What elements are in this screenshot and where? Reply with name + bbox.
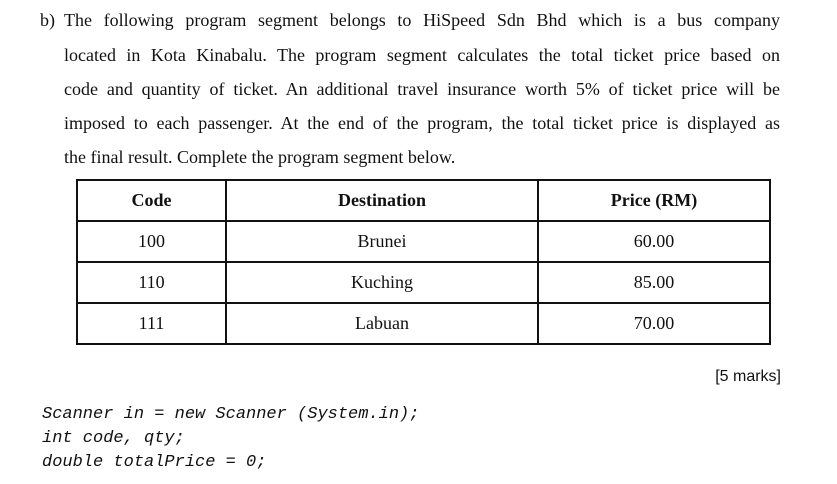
table-row — [77, 303, 770, 344]
cell-code: 110 — [77, 262, 226, 303]
cell-price: 70.00 — [538, 303, 770, 344]
question-label: b) — [40, 10, 55, 30]
ticket-price-table — [76, 179, 771, 345]
header-destination: Destination — [226, 180, 538, 221]
table-row — [77, 262, 770, 303]
question-text-line-3: code and quantity of ticket. An additional travel insurance worth 5% of ticket price will be — [64, 79, 780, 99]
cell-code: 100 — [77, 221, 226, 262]
code-line-3: double totalPrice = 0; — [42, 453, 267, 472]
question-text-line-1: The following program segment belongs to HiSpeed Sdn Bhd which is a bus company — [64, 10, 780, 30]
table-row — [77, 221, 770, 262]
table-header-row — [77, 180, 770, 221]
question-text-line-2: located in Kota Kinabalu. The program segment calculates the total ticket price based on — [64, 45, 780, 65]
cell-code: 111 — [77, 303, 226, 344]
cell-destination: Kuching — [226, 262, 538, 303]
question-text-line-4: imposed to each passenger. At the end of the program, the total ticket price is displayed as — [64, 113, 780, 133]
question-text-line-5: the final result. Complete the program segment below. — [64, 147, 456, 167]
cell-destination: Brunei — [226, 221, 538, 262]
cell-price: 85.00 — [538, 262, 770, 303]
code-line-1: Scanner in = new Scanner (System.in); — [42, 405, 420, 424]
header-code: Code — [77, 180, 226, 221]
code-line-2: int code, qty; — [42, 429, 185, 448]
marks-label: [5 marks] — [715, 368, 781, 385]
cell-destination: Labuan — [226, 303, 538, 344]
header-price: Price (RM) — [538, 180, 770, 221]
cell-price: 60.00 — [538, 221, 770, 262]
